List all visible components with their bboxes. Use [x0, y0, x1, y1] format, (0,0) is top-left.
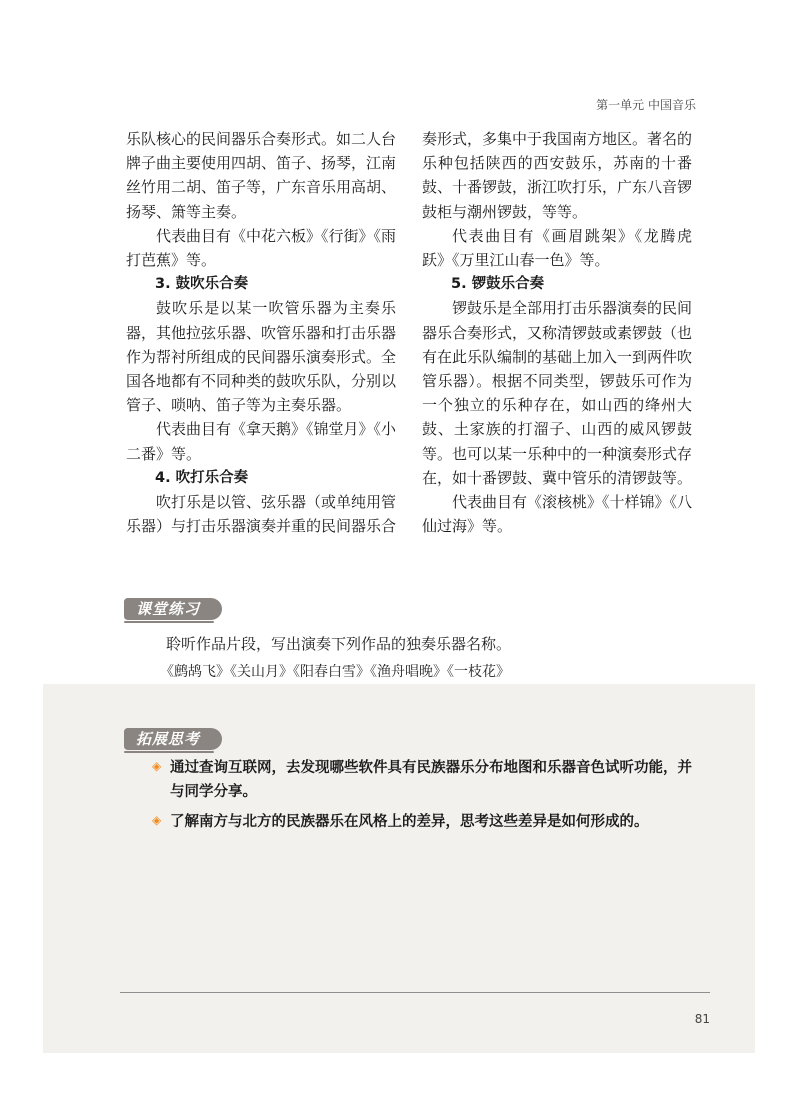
- paragraph: 乐队核心的民间器乐合奏形式。如二人台牌子曲主要使用四胡、笛子、扬琴，江南丝竹用二胡、笛子等，广东音乐用高胡、扬琴、箫等主奏。: [126, 130, 397, 221]
- list-item-text: 通过查询互联网，去发现哪些软件具有民族器乐分布地图和乐器音色试听功能，并与同学分享。: [170, 759, 692, 800]
- running-head: 第一单元 中国音乐: [596, 98, 696, 112]
- paragraph: 代表曲目有《拿天鹅》《锦堂月》《小二番》等。: [126, 420, 397, 463]
- section-heading: 4. 吹打乐合奏: [155, 469, 249, 486]
- exercise-tag: 课堂练习: [124, 598, 222, 620]
- diamond-bullet-icon: ◈: [152, 759, 162, 773]
- left-column: [126, 127, 396, 538]
- footer-rule: [120, 992, 710, 993]
- section-heading: 5. 锣鼓乐合奏: [451, 276, 545, 293]
- paragraph: 代表曲目有《画眉跳架》《龙腾虎跃》《万里江山春一色》等。: [422, 226, 692, 270]
- page-number: 81: [694, 1012, 710, 1026]
- list-item: [152, 756, 702, 804]
- list-item-text: 了解南方与北方的民族器乐在风格上的差异，思考这些差异是如何形成的。: [170, 813, 649, 830]
- paragraph: 代表曲目有《滚核桃》《十样锦》《八仙过海》等。: [422, 493, 693, 536]
- list-item: [152, 810, 702, 834]
- paragraph: 代表曲目有《中花六板》《行街》《雨打芭蕉》等。: [126, 226, 397, 270]
- paragraph: 锣鼓乐是全部用打击乐器演奏的民间器乐合奏形式，又称清锣鼓或素锣鼓（也有在此乐队编制的基础上加入一到两件吹管乐器）。根据不同类型，锣鼓乐可作为一个独立的乐种存在，如山西的绛州大鼓、土家族的打溜子、山西的威风锣鼓等。也可以某一乐种中的一种演奏形式存在，如十番锣鼓、冀中管乐的清锣鼓等。: [422, 299, 693, 487]
- diamond-bullet-icon: ◈: [152, 813, 162, 827]
- section-heading: 3. 鼓吹乐合奏: [155, 276, 249, 293]
- exercise-instruction: 聆听作品片段，写出演奏下列作品的独奏乐器名称。: [166, 635, 512, 653]
- extension-tag: 拓展思考: [124, 728, 222, 750]
- right-column: [422, 127, 692, 538]
- paragraph: 吹打乐是以管、弦乐器（或单纯用管乐器）与打击乐器演奏并重的民间器乐合: [126, 493, 397, 536]
- exercise-works: 《鹧鸪飞》《关山月》《阳春白雪》《渔舟唱晚》《一枝花》: [160, 664, 510, 680]
- extension-list: [152, 756, 702, 840]
- paragraph: 鼓吹乐是以某一吹管乐器为主奏乐器，其他拉弦乐器、吹管乐器和打击乐器作为帮衬所组成的民间器乐演奏形式。全国各地都有不同种类的鼓吹乐队，分别以管子、唢呐、笛子等为主奏乐器。: [126, 299, 397, 415]
- paragraph: 奏形式，多集中于我国南方地区。著名的乐种包括陕西的西安鼓乐，苏南的十番鼓、十番锣鼓，浙江吹打乐，广东八音锣鼓柜与潮州锣鼓，等等。: [422, 130, 693, 221]
